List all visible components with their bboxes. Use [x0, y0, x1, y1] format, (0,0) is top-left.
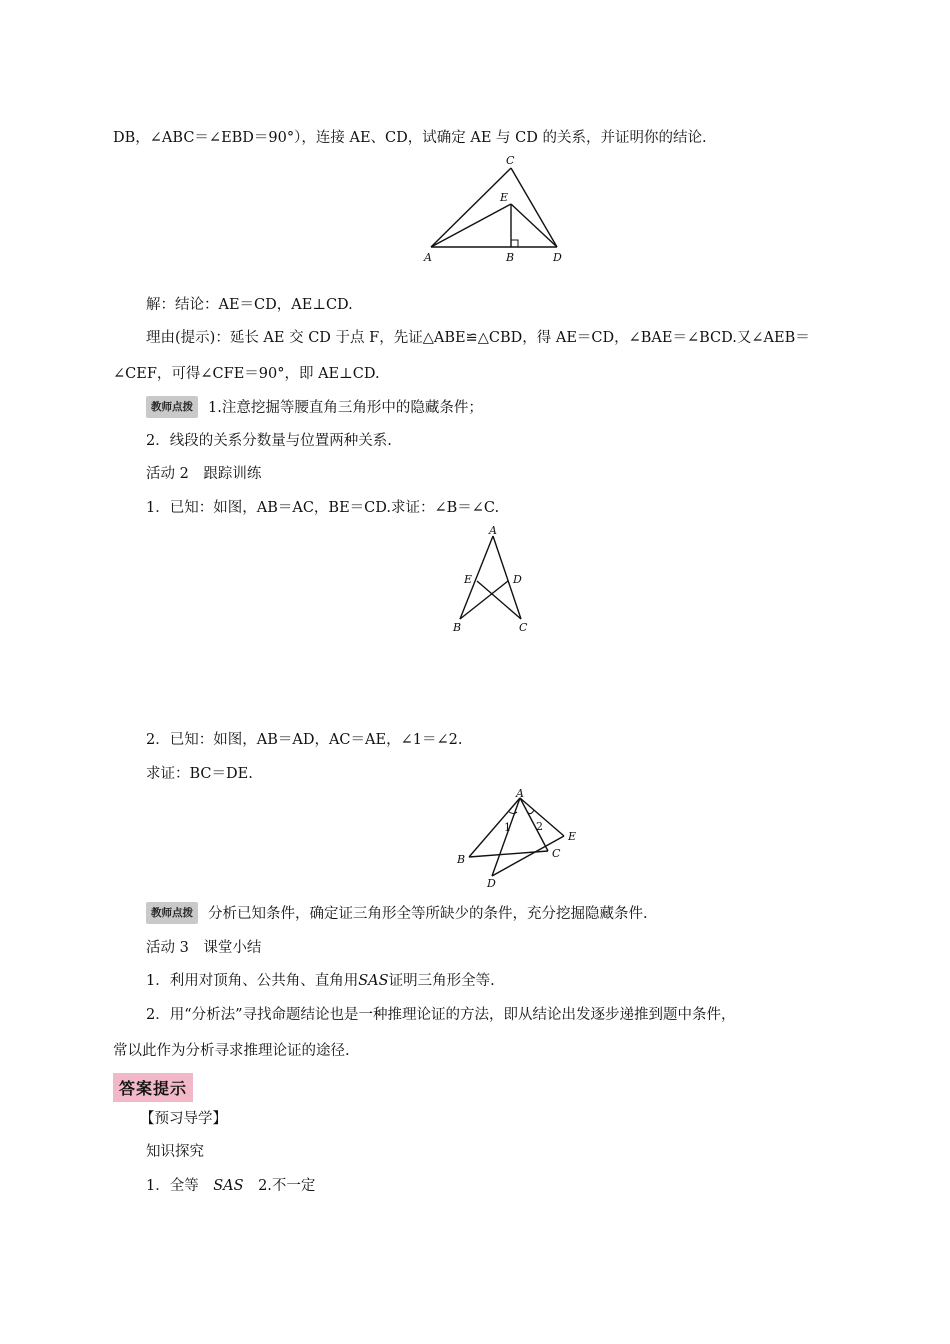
answer-text: 2.不一定 [243, 1178, 316, 1194]
text-line: 2．线段的关系分数量与位置两种关系. [146, 433, 392, 449]
label-e: E [500, 191, 509, 204]
label-a: A [424, 251, 432, 264]
text-line: 常以此作为分析寻求推理论证的途径. [113, 1043, 350, 1059]
text-line: ∠CEF，可得∠CFE＝90°，即 AE⊥CD. [113, 366, 380, 382]
text-line: 2．用“分析法”寻找命题结论也是一种推理论证的方法，即从结论出发逐步递推到题中条件， [146, 1007, 736, 1023]
label-d: D [553, 251, 562, 264]
label-d: D [487, 877, 496, 890]
segment-ad [492, 798, 520, 876]
text-line: 【预习导学】 [140, 1111, 227, 1127]
angle-arc-1 [509, 812, 517, 814]
answer-hint-badge: 答案提示 [113, 1073, 193, 1102]
segment-ae [431, 204, 511, 247]
text-line: 理由(提示)：延长 AE 交 CD 于点 F，先证△ABE≌△CBD，得 AE＝CD，∠BAE＝∠BCD.又∠AEB＝ [146, 330, 810, 346]
label-b: B [453, 621, 462, 634]
tip-line [146, 396, 483, 418]
segment-ac [431, 168, 511, 247]
text-line: 解：结论：AE＝CD，AE⊥CD. [146, 297, 353, 313]
label-c: C [552, 847, 561, 860]
teacher-tip-badge: 教师点拨 [146, 902, 198, 924]
segment-ac [520, 798, 548, 851]
label-b: B [457, 853, 466, 866]
angle-label-1: 1 [504, 821, 511, 834]
label-a: A [489, 524, 497, 537]
summary-text: 证明三角形全等. [388, 973, 495, 989]
right-angle-mark [511, 240, 518, 247]
summary-text: 1．利用对顶角、公共角、直角用 [146, 973, 359, 989]
summary-italic: SAS [358, 973, 389, 989]
label-b: B [506, 251, 515, 264]
text-line: 1．已知：如图，AB＝AC，BE＝CD.求证：∠B＝∠C. [146, 500, 500, 516]
tip-text: 1.注意挖掘等腰直角三角形中的隐藏条件； [208, 400, 483, 416]
tip-line [146, 902, 648, 924]
text-line: 2．已知：如图，AB＝AD，AC＝AE，∠1＝∠2. [146, 732, 463, 748]
figure-right-triangles [420, 150, 570, 265]
segment-cd [511, 168, 557, 247]
label-e: E [568, 830, 577, 843]
segment-ab [469, 798, 520, 857]
answer-italic: SAS [213, 1178, 244, 1194]
teacher-tip-badge: 教师点拨 [146, 396, 198, 418]
text-line: 知识探究 [146, 1144, 204, 1160]
answer-text: 1．全等 [146, 1178, 214, 1194]
answer-line [146, 1176, 315, 1196]
tip-text: 分析已知条件，确定证三角形全等所缺少的条件，充分挖掘隐藏条件. [208, 906, 648, 922]
section-heading: 活动 2 跟踪训练 [146, 466, 262, 482]
text-line: DB，∠ABC＝∠EBD＝90°），连接 AE、CD，试确定 AE 与 CD 的关系，并证明你的结论. [113, 130, 707, 146]
figure-isosceles [450, 524, 535, 636]
label-c: C [506, 154, 515, 167]
label-a: A [516, 787, 524, 800]
label-e: E [464, 573, 473, 586]
summary-line [146, 971, 495, 991]
section-heading: 活动 3 课堂小结 [146, 940, 262, 956]
label-d: D [513, 573, 522, 586]
label-c: C [519, 621, 528, 634]
text-line: 求证：BC＝DE. [146, 766, 253, 782]
figure-two-triangles [452, 788, 587, 890]
angle-label-2: 2 [536, 820, 543, 833]
